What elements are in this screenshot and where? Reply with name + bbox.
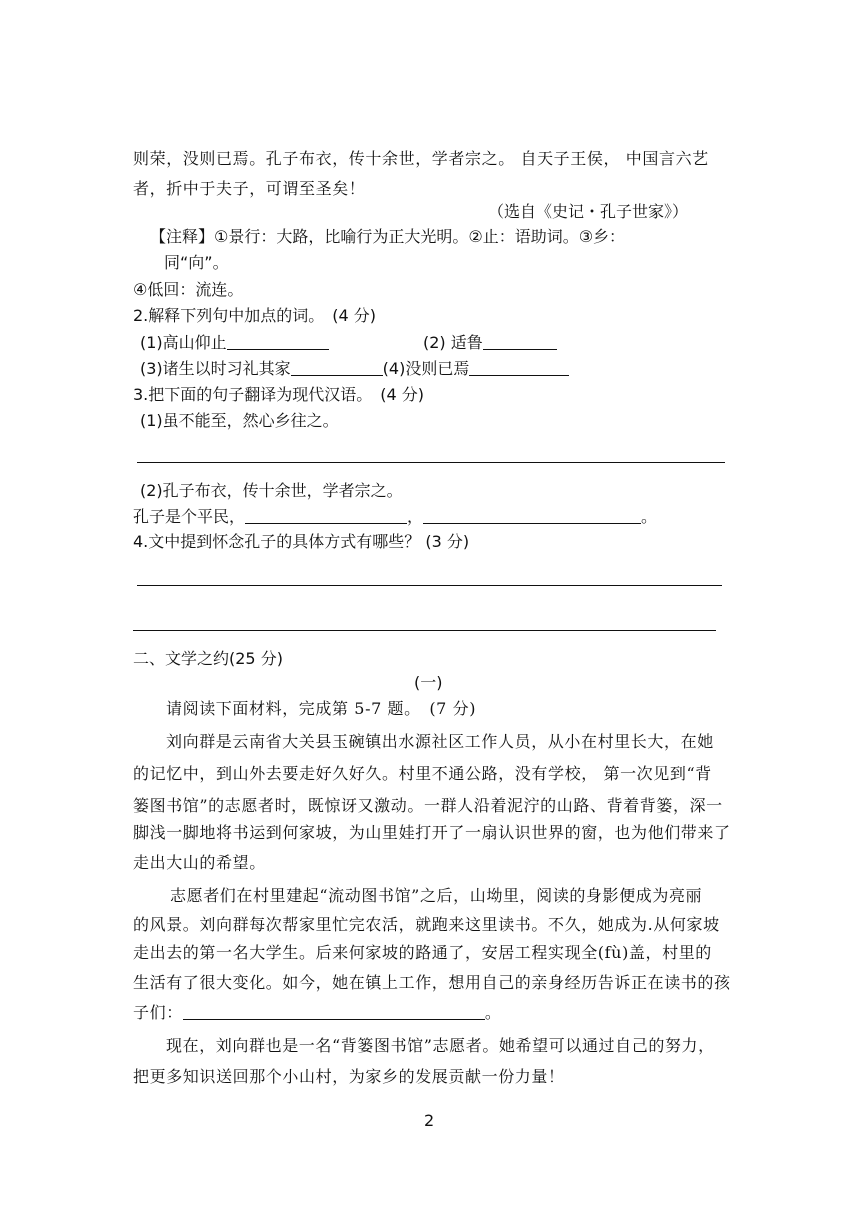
passage-line-2: 者，折中于夫子，可谓至圣矣！ (133, 179, 366, 198)
section-subtitle: (一) (414, 673, 443, 692)
question-2-stem: 2.解释下列句中加点的词。 (4 分) (133, 306, 377, 325)
material-p2-line: 志愿者们在村里建起“流动图书馆”之后，山坳里，阅读的身影便成为亮丽 (170, 886, 703, 905)
material-p2-line: 走出去的第一名大学生。后来何家坡的路通了，安居工程实现全(fù)盖，村里的 (133, 943, 712, 962)
passage-line-1: 则荣，没则已焉。孔子布衣，传十余世，学者宗之。 自天子王侯， 中国言六艺 (133, 149, 709, 168)
question-3-stem: 3.把下面的句子翻译为现代汉语。 (4 分) (133, 385, 425, 404)
question-3-item-1: (1)虽不能至，然心乡往之。 (140, 411, 339, 430)
question-2-item-2: (2) 适鲁 (423, 330, 557, 353)
section-title: 二、文学之约(25 分) (133, 649, 283, 668)
question-3-item-2: (2)孔子布衣，传十余世，学者宗之。 (140, 481, 403, 500)
material-p1-line: 的记忆中，到山外去要走好久好久。村里不通公路，没有学校， 第一次见到“背 (133, 764, 712, 783)
notes-line-3: ④低回：流连。 (133, 280, 244, 299)
answer-blank[interactable] (483, 348, 557, 350)
answer-blank[interactable] (469, 374, 569, 376)
answer-line[interactable] (137, 585, 722, 586)
answer-blank[interactable] (183, 1018, 485, 1020)
material-p1-line: 脚浅一脚地将书运到何家坡，为山里娃打开了一扇认识世界的窗，也为他们带来了 (133, 823, 731, 842)
question-4-stem: 4.文中提到怀念孔子的具体方式有哪些？ (3 分) (133, 532, 470, 551)
passage-source: （选自《史记・孔子世家》） (488, 202, 689, 221)
section-instruction: 请阅读下面材料，完成第 5-7 题。 (7 分) (166, 699, 477, 718)
page-number: 2 (424, 1111, 435, 1130)
answer-blank[interactable] (291, 374, 383, 376)
answer-blank[interactable] (245, 522, 407, 524)
material-p1-line: 刘向群是云南省大关县玉碗镇出水源社区工作人员，从小在村里长大，在她 (166, 732, 714, 751)
material-p2-last-line: 子们： 。 (133, 1003, 502, 1022)
question-2-item-3: (3)诸生以时习礼其家 (4)没则已焉 (140, 356, 569, 379)
material-p3-line: 现在，刘向群也是一名“背篓图书馆”志愿者。她希望可以通过自己的努力， (166, 1036, 715, 1055)
question-3-answer: 孔子是个平民， ， 。 (133, 507, 658, 526)
answer-line[interactable] (133, 630, 716, 631)
question-2-item-1: (1)高山仰止 (140, 330, 329, 353)
material-p3-line: 把更多知识送回那个小山村，为家乡的发展贡献一份力量！ (133, 1067, 565, 1086)
material-p2-line: 生活有了很大变化。如今，她在镇上工作，想用自己的亲身经历告诉正在读书的孩 (133, 973, 731, 992)
material-p1-line: 走出大山的希望。 (133, 853, 266, 872)
material-p2-line: 的风景。刘向群每次帮家里忙完农活，就跑来这里读书。不久，她成为.从何家坡 (133, 915, 720, 934)
answer-blank[interactable] (423, 522, 641, 524)
answer-blank[interactable] (227, 348, 329, 350)
answer-line[interactable] (137, 462, 725, 463)
notes-line-1: 【注释】①景行：大路，比喻行为正大光明。②止：语助词。③乡： (150, 227, 626, 246)
material-p1-line: 篓图书馆”的志愿者时，既惊讶又激动。一群人沿着泥泞的山路、背着背篓，深一 (133, 796, 723, 815)
notes-line-2: 同“向”。 (164, 253, 229, 272)
